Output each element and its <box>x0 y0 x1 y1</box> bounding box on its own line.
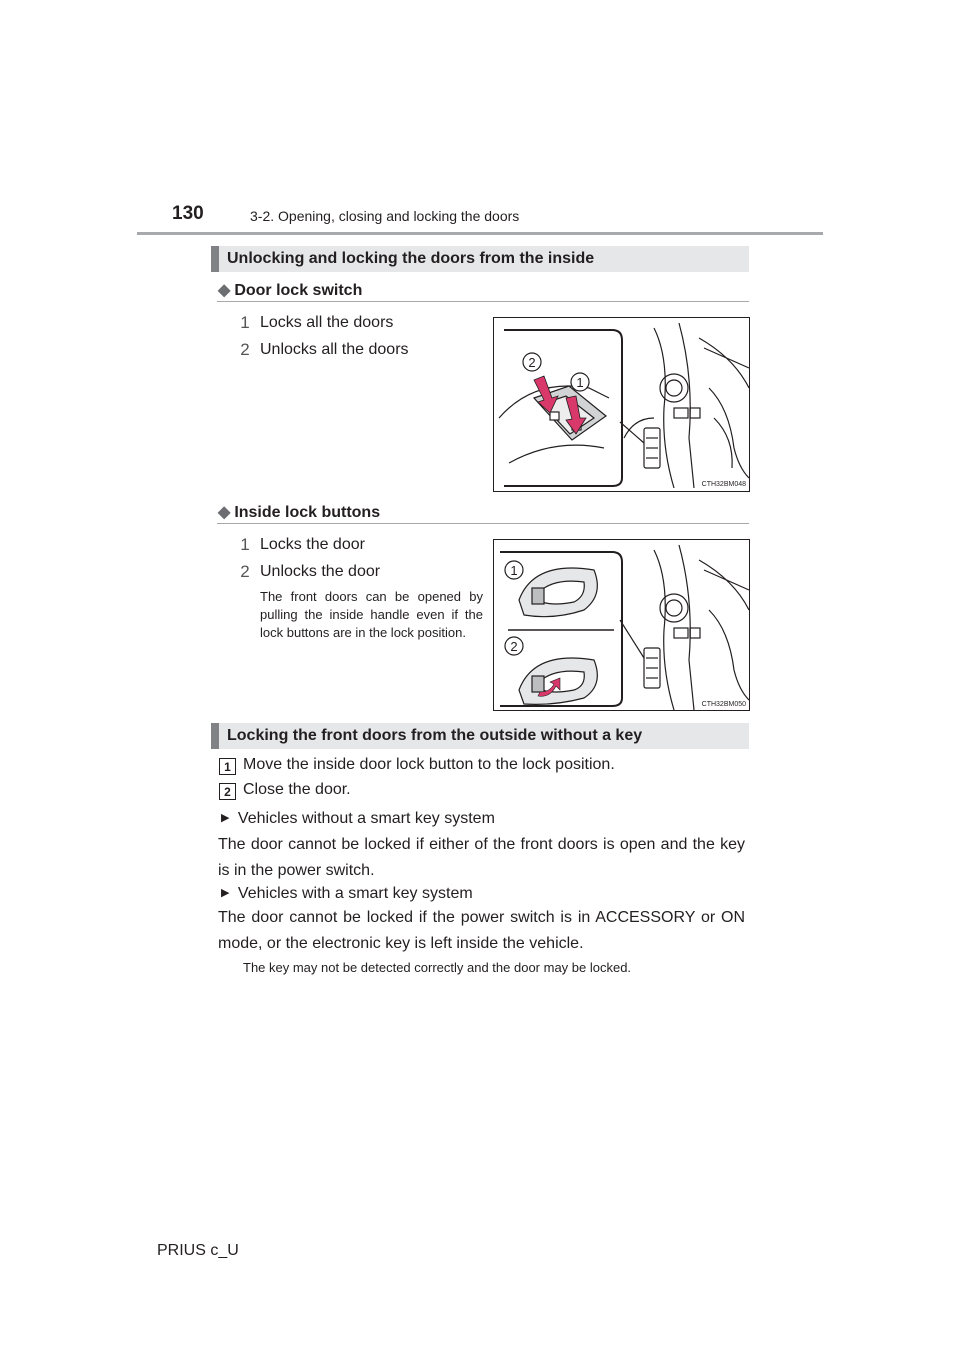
section-heading-inside <box>211 246 749 272</box>
item-number: 2 <box>240 562 250 581</box>
diamond-icon: ◆ <box>218 282 231 299</box>
diamond-icon: ◆ <box>218 504 231 521</box>
item-text: Locks all the doors <box>260 314 394 331</box>
condition-with-smart-key <box>221 880 473 907</box>
paragraph: The door cannot be locked if either of the front doors is open and the key is in the power switch. <box>218 836 745 879</box>
figure-code: CTH32BM048 <box>701 481 746 488</box>
step-text: Close the door. <box>243 781 351 798</box>
note-text: The front doors can be opened by pulling the inside handle even if the lock buttons are in the lock position. <box>260 589 483 640</box>
step-number-box: 2 <box>219 783 236 800</box>
subheading-door-lock-switch <box>218 280 362 300</box>
item-number: 1 <box>240 535 250 554</box>
section-heading-outside-text: Locking the front doors from the outside without a key <box>227 727 643 744</box>
condition-without-smart-key <box>221 805 495 832</box>
subheading-rule <box>217 523 749 524</box>
item-text: Unlocks all the doors <box>260 341 409 358</box>
callout-number: 2 <box>528 355 536 370</box>
condition-label: Vehicles without a smart key system <box>237 810 495 827</box>
item-number: 2 <box>240 340 250 359</box>
section-heading-outside <box>211 723 749 749</box>
inside-lock-buttons-illustration <box>494 540 750 711</box>
triangle-bullet-icon: ▶ <box>221 812 230 824</box>
callout-number: 2 <box>510 639 518 654</box>
figure-inside-lock-buttons <box>493 539 750 711</box>
callout-number: 1 <box>576 375 584 390</box>
subheading-inside-lock-buttons <box>218 502 380 522</box>
figure-code: CTH32BM050 <box>701 701 746 708</box>
item-text: Locks the door <box>260 536 365 553</box>
figure-door-lock-switch <box>493 317 750 492</box>
callout-number: 1 <box>510 563 518 578</box>
triangle-bullet-icon: ▶ <box>221 887 230 899</box>
condition-label: Vehicles with a smart key system <box>237 885 473 902</box>
item-text: Unlocks the door <box>260 563 381 580</box>
step-number-box: 1 <box>219 758 236 775</box>
step-text: Move the inside door lock button to the lock position. <box>243 756 615 773</box>
subheading-rule <box>217 301 749 302</box>
subheading-inside-lock-buttons-text: Inside lock buttons <box>234 504 381 521</box>
paragraph: The door cannot be locked if the power switch is in ACCESSORY or ON mode, or the electronic key is left inside the vehicle. <box>218 909 745 952</box>
door-lock-switch-illustration <box>494 318 750 492</box>
small-note: The key may not be detected correctly and the door may be locked. <box>243 960 632 975</box>
section-heading-inside-text: Unlocking and locking the doors from the inside <box>227 250 595 267</box>
subheading-door-lock-switch-text: Door lock switch <box>234 282 363 299</box>
page-number: 130 <box>172 203 204 224</box>
item-number: 1 <box>240 313 250 332</box>
chapter-title: 3-2. Opening, closing and locking the doors <box>250 208 520 224</box>
header-rule <box>137 232 823 235</box>
footer-model: PRIUS c_U <box>157 1242 239 1259</box>
